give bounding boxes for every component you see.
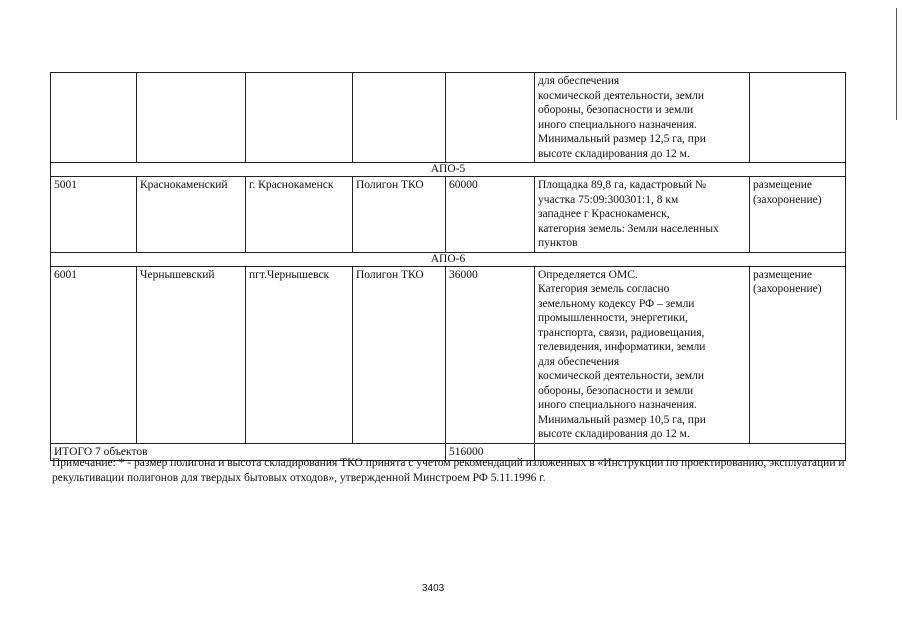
description-line: категория земель: Земли населенных bbox=[538, 222, 719, 235]
description-cell bbox=[535, 266, 750, 443]
description-line: телевидения, информатики, земли bbox=[538, 341, 706, 353]
description-line: Минимальный размер 12,5 га, при bbox=[538, 133, 706, 145]
description-line: западнее г Краснокаменск, bbox=[538, 208, 670, 220]
footnote: Примечание: * - размер полигона и высота складирования ТКО принята с учетом рекомендаций изложенных в «Инструкции по проектированию, эксплуатации и рекультивации полигонов для твердых бытовых отходов», утвержденной Минстроем РФ 5.11.1996 г. bbox=[52, 457, 845, 484]
purpose-line: (захоронение) bbox=[753, 193, 822, 206]
description-line: пунктов bbox=[538, 237, 578, 249]
group-header bbox=[51, 252, 846, 266]
description-line: космической деятельности, земли bbox=[538, 370, 705, 382]
scan-edge-line bbox=[896, 8, 897, 120]
description-line: для обеспечения bbox=[538, 355, 620, 368]
total-label: ИТОГО 7 объектов bbox=[51, 443, 446, 461]
settlement-cell: пгт.Чернышевск bbox=[246, 266, 353, 443]
description-line: высоте складирования до 12 м. bbox=[538, 147, 690, 160]
table-row bbox=[51, 177, 846, 253]
group-header bbox=[51, 163, 846, 177]
group-title: АПО-6 bbox=[51, 252, 846, 266]
description-line: промышленности, энергетики, bbox=[538, 312, 688, 324]
description-line: иного специального назначения. bbox=[538, 118, 697, 131]
page-number: 3403 bbox=[422, 583, 445, 594]
purpose-cell bbox=[750, 266, 846, 443]
district-cell: Краснокаменский bbox=[137, 177, 246, 253]
district-cell: Чернышевский bbox=[137, 266, 246, 443]
description-line: высоте складирования до 12 м. bbox=[538, 428, 690, 440]
capacity-cell: 36000 bbox=[446, 266, 535, 443]
purpose-line: (захоронение) bbox=[753, 283, 822, 295]
description-line: Категория земель согласно bbox=[538, 283, 670, 295]
district-cell bbox=[137, 73, 246, 163]
description-line: Определяется ОМС. bbox=[538, 268, 638, 281]
description-line: земельному кодексу РФ – земли bbox=[538, 297, 695, 310]
description-line: космической деятельности, земли bbox=[538, 89, 705, 102]
settlement-cell: г. Краснокаменск bbox=[246, 177, 353, 253]
description-cell bbox=[535, 177, 750, 253]
purpose-cell bbox=[750, 177, 846, 253]
capacity-cell bbox=[446, 73, 535, 163]
description-line: Минимальный размер 10,5 га, при bbox=[538, 413, 706, 426]
capacity-cell: 60000 bbox=[446, 177, 535, 253]
description-line: для обеспечения bbox=[538, 75, 620, 87]
number-cell bbox=[51, 73, 137, 163]
table-row bbox=[51, 266, 846, 443]
description-line: Площадка 89,8 га, кадастровый № bbox=[538, 179, 706, 191]
description-line: участка 75:09:300301:1, 8 км bbox=[538, 193, 679, 206]
group-title: АПО-5 bbox=[51, 163, 846, 177]
object-type-cell: Полигон ТКО bbox=[353, 177, 446, 253]
object-type-cell bbox=[353, 73, 446, 163]
description-line: обороны, безопасности и земли bbox=[538, 104, 694, 116]
number-cell: 5001 bbox=[51, 177, 137, 253]
settlement-cell bbox=[246, 73, 353, 163]
landfill-table bbox=[50, 72, 846, 461]
table-row-continued bbox=[51, 73, 846, 163]
description-line: иного специального назначения. bbox=[538, 399, 697, 411]
number-cell: 6001 bbox=[51, 266, 137, 443]
description-line: обороны, безопасности и земли bbox=[538, 384, 694, 397]
total-capacity: 516000 bbox=[446, 443, 535, 461]
purpose-line: размещение bbox=[753, 268, 812, 281]
purpose-line: размещение bbox=[753, 179, 812, 191]
object-type-cell: Полигон ТКО bbox=[353, 266, 446, 443]
purpose-cell bbox=[750, 73, 846, 163]
description-line: транспорта, связи, радиовещания, bbox=[538, 326, 705, 339]
description-cell bbox=[535, 73, 750, 163]
